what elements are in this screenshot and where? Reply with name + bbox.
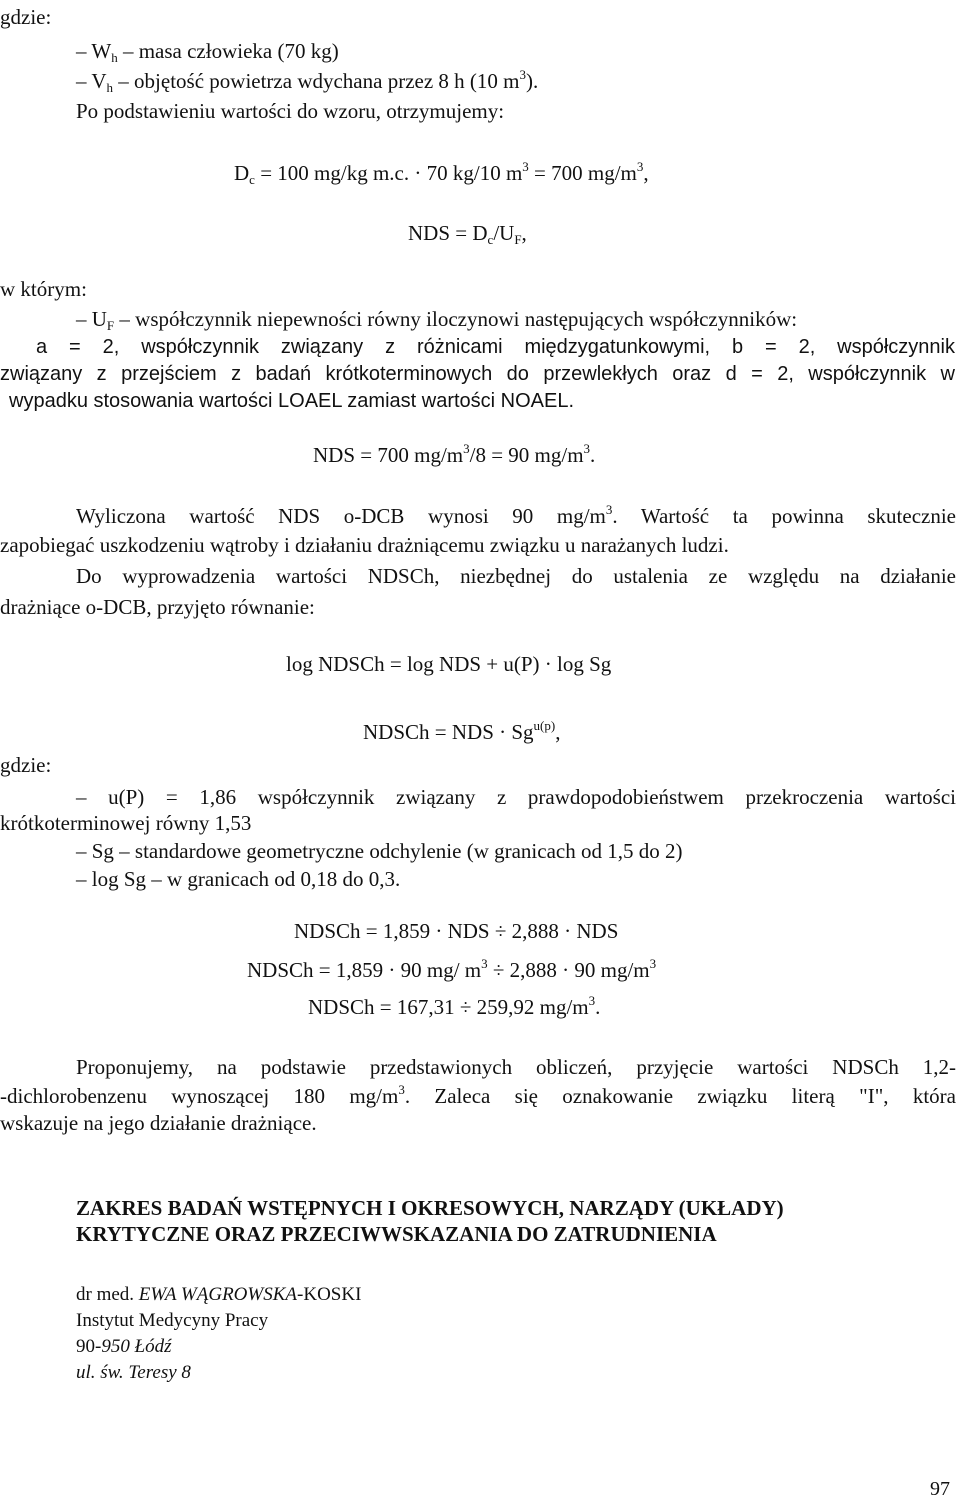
list-item-sg: – Sg – standardowe geometryczne odchylenie (w granicach od 1,5 do 2): [76, 839, 683, 863]
text-gdzie-1: gdzie:: [0, 5, 52, 29]
list-item-vh: – $V_h$ – objętość powietrza wdychana przez 8 h (10 $m^3$).: [76, 67, 539, 95]
equation-nds-uf: NDS = $D_c/U_F$,: [408, 221, 527, 247]
text-loael: wypadku stosowania wartości LOAEL zamiast wartości NOAEL.: [9, 390, 575, 412]
proposal-line-2: -dichlorobenzenu wynoszącej 180 $mg/m^3$. Zaleca się oznakowanie związku literą "I", która: [0, 1082, 956, 1108]
text-gdzie-2: gdzie:: [0, 753, 52, 777]
author-city: 90-950 Łódź: [76, 1336, 172, 1357]
paragraph-line-1: Wyliczona wartość NDS o-DCB wynosi 90 $mg/m^3$. Wartość ta powinna skutecznie: [76, 502, 956, 528]
paragraph-line-2: zapobiegać uszkodzeniu wątroby i działaniu drażniącemu związku u narażanych ludzi.: [0, 533, 729, 557]
author-name: dr med. EWA WĄGROWSKA-KOSKI: [76, 1284, 362, 1305]
equation-ndsch-sg: NDSCh = NDS · $Sg^{u(p)}$,: [363, 718, 561, 744]
page-number: 97: [930, 1478, 950, 1500]
list-item-log-sg: – log Sg – w granicach od 0,18 do 0,3.: [76, 867, 401, 891]
list-item-up-cont: krótkoterminowej równy 1,53: [0, 811, 252, 835]
equation-ndsch-result: NDSCh = 167,31 ÷ 259,92 $mg/m^3$.: [308, 993, 601, 1019]
equation-dc: $D_c = 100$ mg/kg m.c. · 70 kg/10 $m^3 = 700$ $mg/m^3$,: [234, 159, 649, 187]
proposal-line-3: wskazuje na jego działanie drażniące.: [0, 1111, 317, 1135]
author-street: ul. św. Teresy 8: [76, 1362, 191, 1383]
list-item-uf: – $U_F$ – współczynnik niepewności równy iloczynowi następujących współczynników:: [76, 307, 798, 333]
text-substitution: Po podstawieniu wartości do wzoru, otrzymujemy:: [76, 99, 505, 123]
equation-nds-value: NDS = 700 $mg/m^3/8 = 90$ $mg/m^3$.: [313, 441, 596, 467]
equation-ndsch-formula: NDSCh = 1,859 · NDS ÷ 2,888 · NDS: [294, 919, 619, 943]
author-institute: Instytut Medycyny Pracy: [76, 1310, 269, 1331]
equation-ndsch-substituted: NDSCh = 1,859 · 90 mg/ $m^3 \div 2,888 \cdot 90$ $mg/m^3$: [247, 956, 657, 982]
proposal-line-1: Proponujemy, na podstawie przedstawionych obliczeń, przyjęcie wartości NDSCh 1,2-: [76, 1055, 956, 1079]
text-w-ktorym: w którym:: [0, 277, 87, 301]
text-coef-d: związany z przejściem z badań krótkoterminowych do przewlekłych oraz d = 2, współczynnik w: [0, 363, 955, 385]
paragraph-line-4: drażniące o-DCB, przyjęto równanie:: [0, 595, 315, 619]
text-coef-a-b: a = 2, współczynnik związany z różnicami międzygatunkowymi, b = 2, współczynnik: [36, 336, 955, 358]
section-heading-line-2: KRYTYCZNE ORAZ PRZECIWWSKAZANIA DO ZATRUDNIENIA: [76, 1222, 717, 1246]
paragraph-line-3: Do wyprowadzenia wartości NDSCh, niezbędnej do ustalenia ze względu na działanie: [76, 564, 956, 588]
list-item-up: – u(P) = 1,86 współczynnik związany z prawdopodobieństwem przekroczenia wartości: [76, 785, 956, 809]
equation-log-ndsch: log NDSCh = log NDS + u(P) · log Sg: [286, 652, 612, 676]
list-item-wh: – $W_h$ – masa człowieka (70 kg): [76, 39, 339, 65]
section-heading-line-1: ZAKRES BADAŃ WSTĘPNYCH I OKRESOWYCH, NARZĄDY (UKŁADY): [76, 1196, 784, 1220]
